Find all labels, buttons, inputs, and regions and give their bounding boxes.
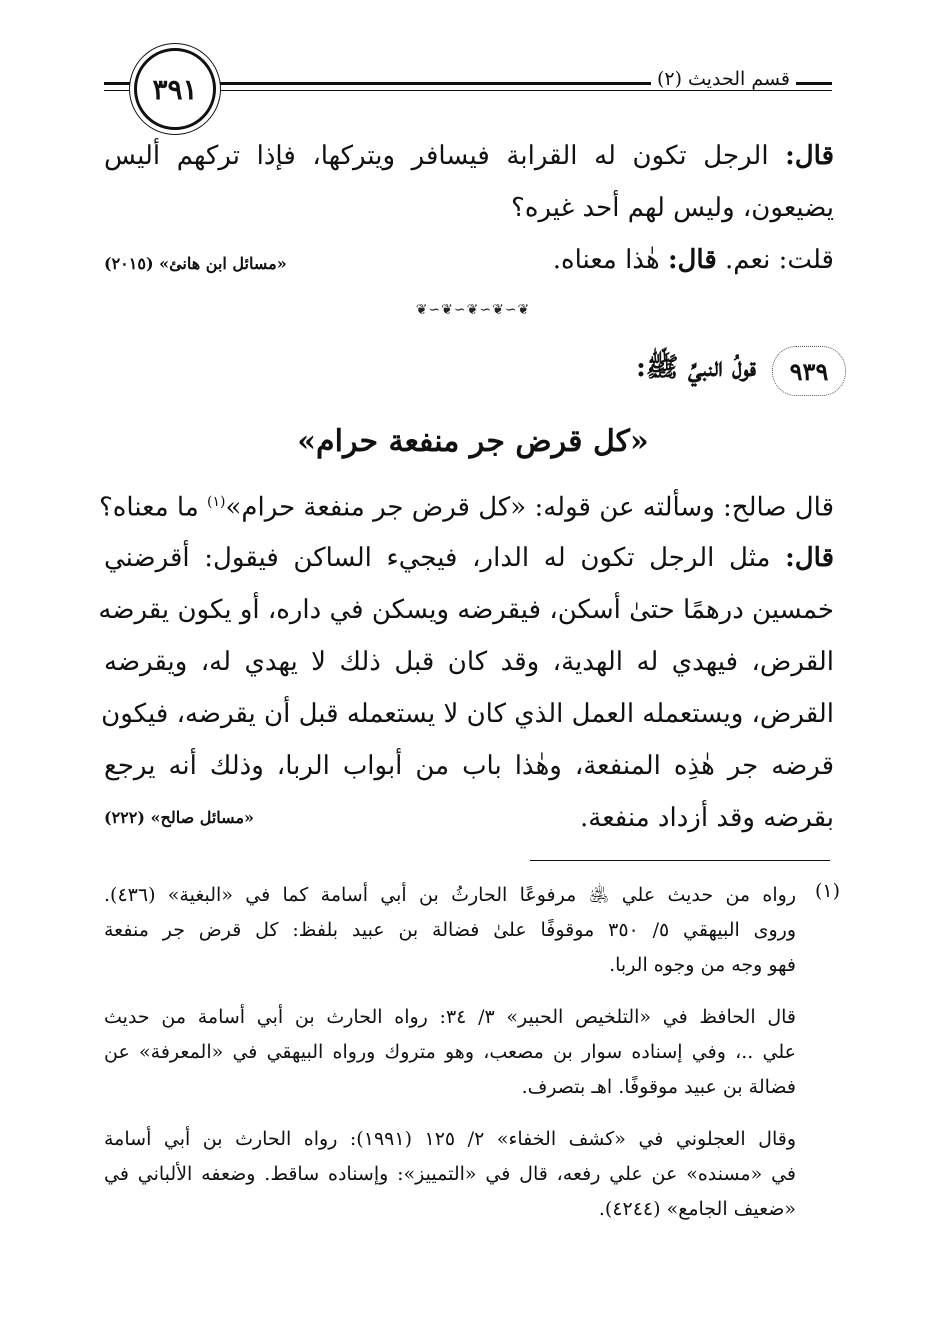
footnote-line: علي ..، وفي إسناده سوار بن مصعب، وهو متروك ورواه البيهقي في «المعرفة» عن: [104, 1041, 796, 1063]
hadith-title: «كل قرض جر منفعة حرام»: [297, 424, 649, 459]
running-title: قسم الحديث (٢): [651, 68, 796, 90]
footnote-line: في «مسنده» عن علي رفعه، قال في «التمييز»: وإسناده ساقط. وضعفه الألباني في: [104, 1163, 796, 1185]
source-citation: «مسائل صالح» (٢٢٢): [104, 808, 255, 827]
body-line: قرضه جر هٰذِه المنفعة، وهٰذا باب من أبواب الربا، وذلك أنه يرجع: [104, 751, 834, 781]
body-line: خمسين درهمًا حتىٰ أسكن، فيقرضه ويسكن في داره، أو يكون يقرضه: [98, 595, 834, 625]
footnote-line: وقال العجلوني في «كشف الخفاء» ٢/ ١٢٥ (١٩٩١): رواه الحارث بن أبي أسامة: [104, 1128, 797, 1150]
section-heading: قولُ النبيِّ ﷺ:: [635, 352, 756, 383]
passage-line: يضيعون، وليس لهم أحد غيره؟: [511, 193, 834, 223]
source-citation: «مسائل ابن هانئ» (٢٠١٥): [104, 254, 287, 273]
footnote-rule: [530, 860, 830, 861]
body-line: بقرضه وقد أزداد منفعة.: [579, 803, 834, 833]
footnote-number: (١): [814, 880, 840, 902]
body-line: القرض، ويستعمله العمل الذي كان لا يستعمله قبل أن يقرضه، فيكون: [101, 699, 834, 729]
ornament-divider: ❦∽❦∽❦∽❦∽❦: [415, 302, 531, 318]
footnote-line: فضالة بن عبيد موقوفًا. اهـ بتصرف.: [521, 1076, 796, 1098]
passage-line: قلت: نعم. قال: هٰذا معناه.: [552, 245, 834, 275]
footnote-line: «ضعيف الجامع» (٤٢٤٤).: [598, 1198, 796, 1220]
entry-number: ٩٣٩: [772, 346, 846, 396]
footnote-line: رواه من حديث علي ﵁ مرفوعًا الحارثُ بن أبي أسامة كما في «البغية» (٤٣٦).: [104, 884, 796, 906]
body-line: القرض، فيهدي له الهدية، وقد كان قبل ذلك لا يهدي له، ويقرضه: [104, 647, 834, 677]
page-number: ٣٩١: [134, 48, 216, 130]
footnote-line: فهو وجه من وجوه الربا.: [609, 954, 796, 976]
footnote-ref: (١): [207, 494, 226, 510]
body-line: قال: مثل الرجل تكون له الدار، فيجيء الساكن فيقول: أقرضني: [104, 543, 835, 573]
body-line: قال صالح: وسألته عن قوله: «كل قرض جر منفعة حرام»$^{(١)}$ ما معناه؟: [98, 492, 834, 523]
passage-line: قال: الرجل تكون له القرابة فيسافر ويتركها، فإذا تركهم أليس: [104, 141, 835, 171]
footnote-line: وروى البيهقي ٥/ ٣٥٠ موقوفًا علىٰ فضالة بن عبيد بلفظ: كل قرض جر منفعة: [104, 919, 796, 941]
footnote-line: قال الحافظ في «التلخيص الحبير» ٣/ ٣٤: رواه الحارث بن أبي أسامة من حديث: [104, 1006, 796, 1028]
